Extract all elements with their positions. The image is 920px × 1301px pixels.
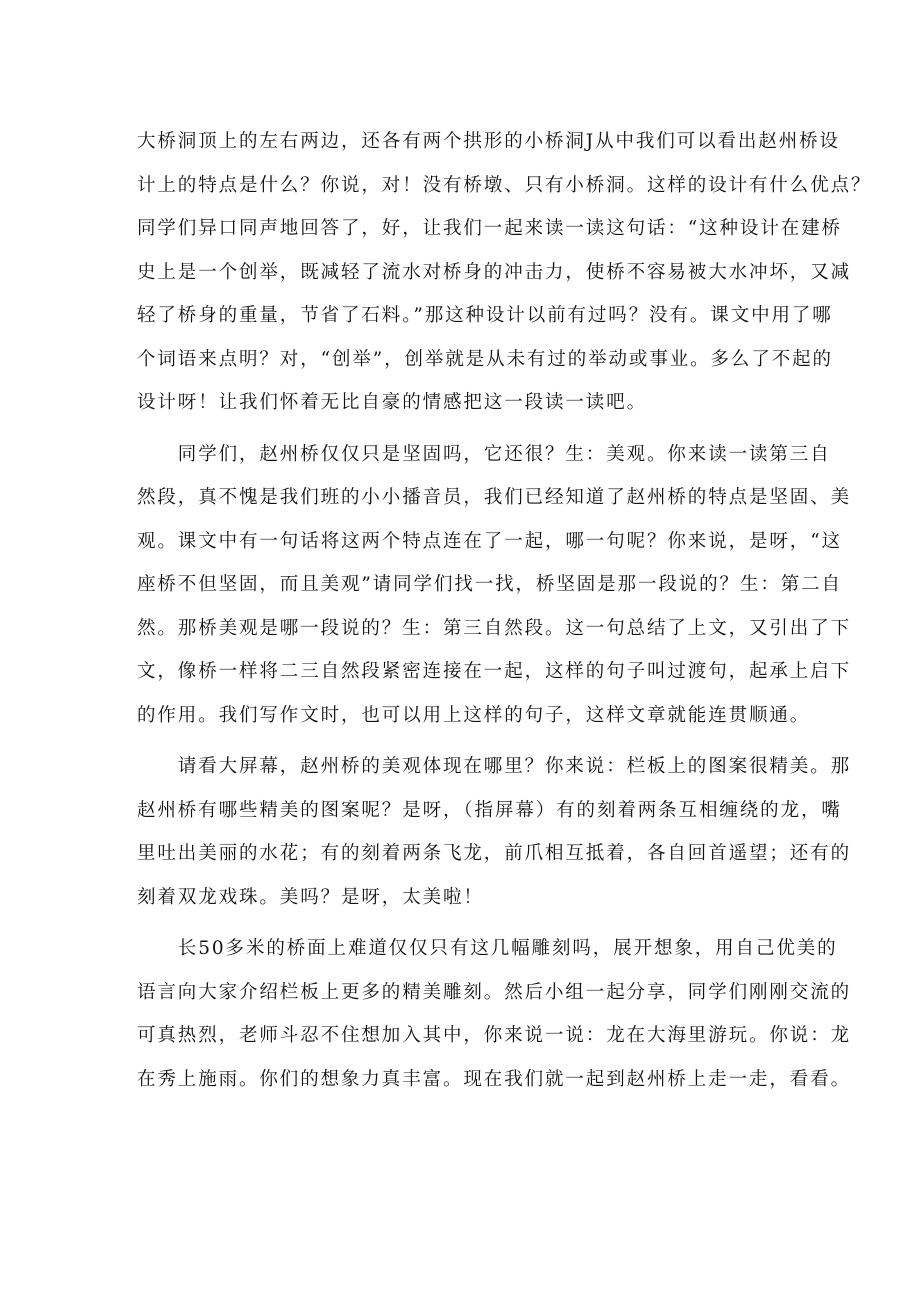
text-line: 请看大屏幕，赵州桥的美观体现在哪里？你来说：栏板上的图案很精美。那: [137, 756, 852, 777]
text-line: 然段，真不愧是我们班的小小播音员，我们已经知道了赵州桥的特点是坚固、美: [137, 487, 852, 508]
text-line: 大桥洞顶上的左右两边，还各有两个拱形的小桥洞J从中我们可以看出赵州桥设: [137, 131, 840, 152]
text-line: 可真热烈，老师斗忍不住想加入其中，你来说一说：龙在大海里游玩。你说：龙: [137, 1025, 852, 1046]
text-line: 同学们，赵州桥仅仅只是坚固吗，它还很？生：美观。你来读一读第三自: [137, 443, 831, 465]
text-line: 观。课文中有一句话将这两个特点连在了一起，哪一句呢？你来说，是呀，“这: [137, 530, 842, 552]
paragraph-gap: [137, 737, 789, 745]
text-line: 设计呀！让我们怀着无比自豪的情感把这一段读一读吧。: [137, 392, 648, 413]
text-line: 个词语来点明？对，“创举”，创举就是从未有过的举动或事业。多么了不起的: [137, 348, 833, 370]
text-line: 长50多米的桥面上难道仅仅只有这几幅雕刻吗，展开想象，用自己优美的: [137, 938, 838, 959]
text-line: 座桥不但坚固，而且美观”请同学们找一找，桥坚固是那一段说的？生：第二自: [137, 574, 842, 595]
text-line: 的作用。我们写作文时，也可以用上这样的句子，这样文章就能连贯顺通。: [137, 704, 811, 726]
text-line: 史上是一个创举，既减轻了流水对桥身的冲击力，使桥不容易被大水冲坏，又减: [137, 261, 852, 283]
text-line: 语言向大家介绍栏板上更多的精美雕刻。然后小组一起分享，同学们刚刚交流的: [137, 981, 852, 1003]
paragraph-4: [137, 927, 852, 1101]
paragraph-2: [137, 433, 852, 738]
paragraph-gap: [137, 919, 789, 927]
paragraph-3: [137, 745, 852, 919]
text-line: 刻着双龙戏珠。美吗？是呀，太美啦！: [137, 886, 484, 908]
text-line: 轻了桥身的重量，节省了石料。”那这种设计以前有过吗？没有。课文中用了哪: [137, 305, 833, 326]
text-line: 同学们异口同声地回答了，好，让我们一起来读一读这句话：“这种设计在建桥: [137, 218, 842, 239]
text-line: 在秀上施雨。你们的想象力真丰富。现在我们就一起到赵州桥上走一走，看看。: [137, 1068, 852, 1090]
text-line: 赵州桥有哪些精美的图案呢？是呀，（指屏幕）有的刻着两条互相缠绕的龙，嘴: [137, 799, 842, 821]
text-line: 里吐出美丽的水花；有的刻着两条飞龙，前爪相互抵着，各自回首遥望；还有的: [137, 843, 852, 864]
paragraph-gap: [137, 425, 789, 433]
text-line: 计上的特点是什么？你说，对！没有桥墩、只有小桥洞。这样的设计有什么优点？: [137, 174, 872, 196]
paragraph-1: [137, 120, 872, 425]
text-line: 然。那桥美观是哪一段说的？生：第三自然段。这一句总结了上文，又引出了下: [137, 617, 852, 639]
text-line: 文，像桥一样将二三自然段紧密连接在一起，这样的句子叫过渡句，起承上启下: [137, 661, 852, 682]
document-body: [137, 120, 872, 1101]
